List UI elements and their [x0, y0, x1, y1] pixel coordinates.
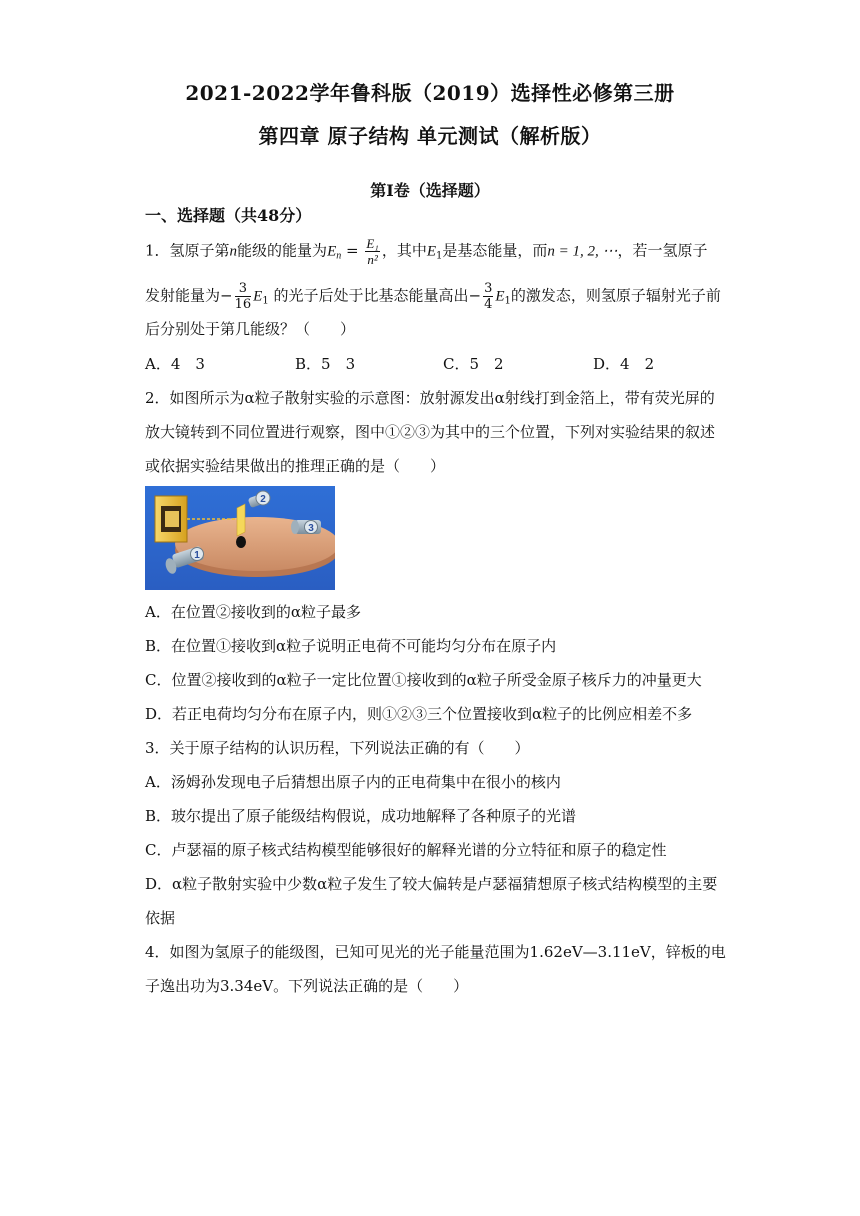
q4-line1: 4．如图为氢原子的能级图，已知可见光的光子能量范围为1.62eV—3.11eV，锌板的电: [145, 943, 726, 961]
energy-fraction: $\frac{\text{E₁}}{\text{n²}}$: [366, 236, 379, 267]
q1-option-a: A．4 3: [145, 355, 205, 373]
q3-option-c: C．卢瑟福的原子核式结构模型能够很好的解释光谱的分立特征和原子的稳定性: [145, 841, 667, 859]
scattering-diagram: [145, 486, 335, 590]
q4-line2: 子逸出功为3.34eV。下列说法正确的是（ ）: [145, 977, 469, 995]
position-1-label: 1: [194, 550, 200, 561]
q2-option-b: B．在位置①接收到α粒子说明正电荷不可能均匀分布在原子内: [145, 637, 557, 655]
q2-line2: 放大镜转到不同位置进行观察，图中①②③为其中的三个位置，下列对实验结果的叙述: [145, 423, 716, 441]
q1-option-b: B．5 3: [295, 355, 356, 373]
q2-option-c: C．位置②接收到的α粒子一定比位置①接收到的α粒子所受金原子核斥力的冲量更大: [145, 671, 702, 689]
q3-option-d: D．α粒子散射实验中少数α粒子发生了较大偏转是卢瑟福猜想原子核式结构模型的主要: [145, 875, 718, 893]
q2-option-d: D．若正电荷均匀分布在原子内，则①②③三个位置接收到α粒子的比例应相差不多: [145, 705, 693, 723]
q2-line3: 或依据实验结果做出的推理正确的是（ ）: [145, 457, 446, 475]
alpha-scattering-figure: [145, 486, 335, 590]
q2-option-a: A．在位置②接收到的α粒子最多: [145, 603, 361, 621]
q3-option-b: B．玻尔提出了原子能级结构假说，成功地解释了各种原子的光谱: [145, 807, 577, 825]
q1-line3: 后分别处于第几能级？（ ）: [145, 320, 356, 338]
q1-line2: 发射能量为− $\frac{3}{16}$ $E_1$ 的光子后处于比基态能量高出− $\frac{3}{4}$ $E_1$的激发态，则氢原子辐射光子前: [145, 281, 721, 312]
chapter-title: 第四章 原子结构 单元测试（解析版）: [258, 124, 602, 148]
document-title: 2021-2022学年鲁科版（2019）选择性必修第三册: [185, 81, 675, 105]
volume-heading: 第Ⅰ卷（选择题）: [370, 181, 490, 200]
q3-option-a: A．汤姆孙发现电子后猜想出原子内的正电荷集中在很小的核内: [145, 773, 561, 791]
position-3-label: 3: [308, 523, 314, 534]
q3-line1: 3．关于原子结构的认识历程，下列说法正确的有（ ）: [145, 739, 530, 757]
fraction-3-16: $\frac{3}{16}$: [234, 281, 252, 312]
position-2-label: 2: [260, 494, 266, 505]
q1-line1: 1．氢原子第n能级的能量为$E_n$ = $\frac{\text{E₁}}{\text{n²}}$ ，其中$E_1$是基态能量，而n = 1, 2, ⋯，若一氢原子: [145, 236, 708, 267]
q1-option-d: D．4 2: [593, 355, 655, 373]
fraction-3-4: $\frac{3}{4}$: [484, 281, 493, 312]
section-heading: 一、选择题（共48分）: [145, 206, 312, 225]
q3-option-d-cont: 依据: [145, 909, 176, 927]
q2-line1: 2．如图所示为α粒子散射实验的示意图：放射源发出α射线打到金箔上，带有荧光屏的: [145, 389, 715, 407]
q1-option-c: C．5 2: [443, 355, 504, 373]
